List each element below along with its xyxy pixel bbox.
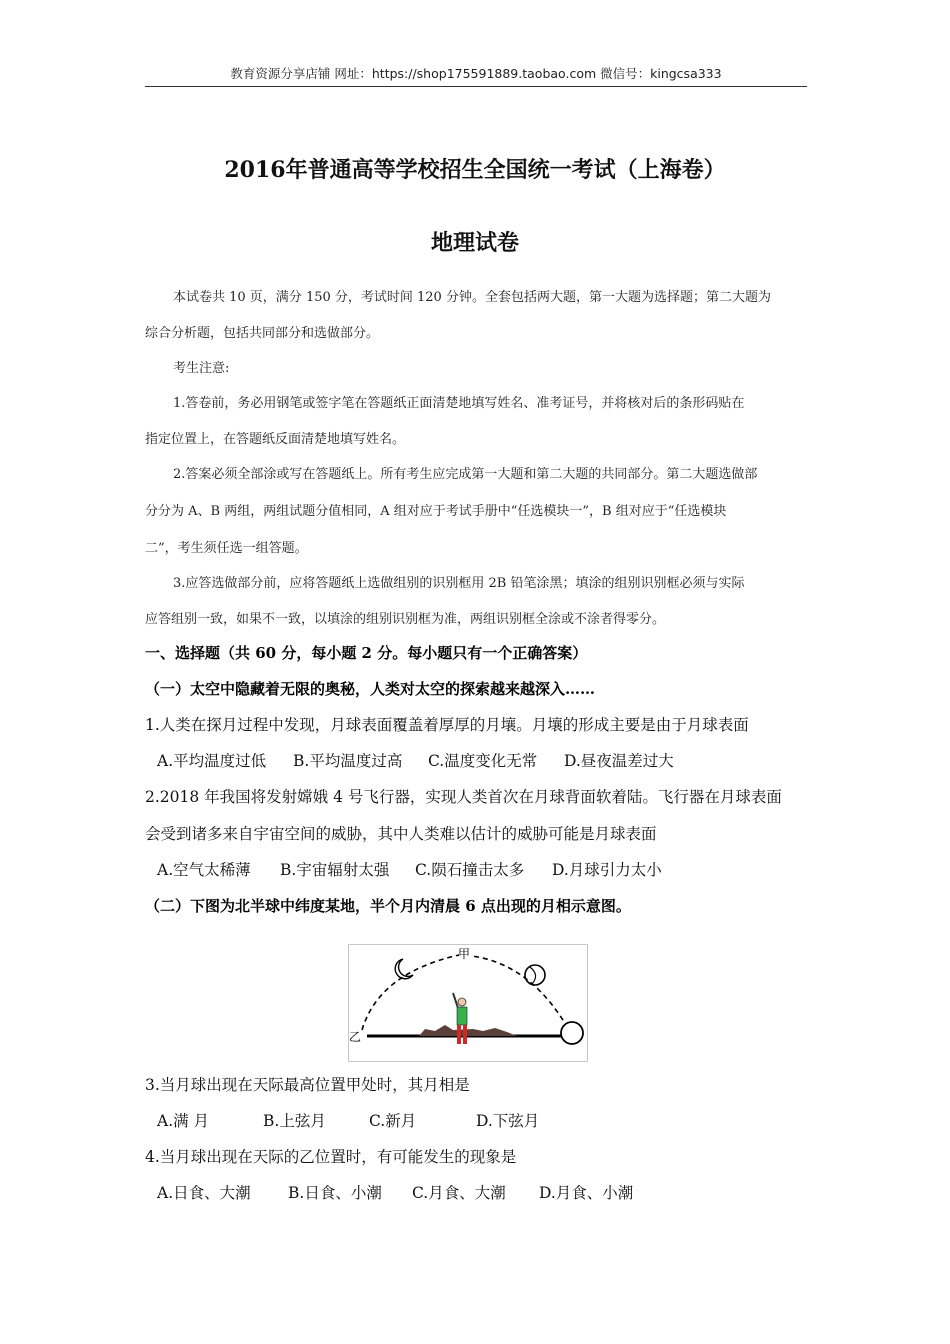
option-c: C.新月 — [369, 1112, 417, 1130]
section-heading: 一、选择题（共 60 分，每小题 2 分。每小题只有一个正确答案） — [145, 644, 588, 662]
option-d: D.昼夜温差过大 — [564, 752, 674, 770]
group-heading: （一）太空中隐藏着无限的奥秘，人类对太空的探索越来越深入…… — [145, 680, 596, 698]
notice-line: 指定位置上，在答题纸反面清楚地填写姓名。 — [145, 432, 406, 447]
ground-hills — [419, 1025, 517, 1036]
full-moon-icon — [561, 1022, 583, 1044]
option-c: C.陨石撞击太多 — [415, 861, 525, 879]
option-b: B.平均温度过高 — [293, 752, 403, 770]
option-b: B.日食、小潮 — [288, 1184, 382, 1202]
option-d: D.月球引力太小 — [552, 861, 662, 879]
notice-line: 3.应答选做部分前，应将答题纸上选做组别的识别框用 2B 铅笔涂黑；填涂的组别识别框必须与实际 — [173, 576, 745, 591]
moon-phase-figure — [348, 944, 588, 1062]
question-4-stem: 4.当月球出现在天际的乙位置时，有可能发生的现象是 — [145, 1148, 517, 1166]
moon-phase-diagram — [349, 945, 587, 1061]
option-a: A.满 月 — [157, 1112, 210, 1130]
option-d: D.下弦月 — [476, 1112, 540, 1130]
option-c: C.月食、大潮 — [412, 1184, 506, 1202]
question-1-options — [157, 749, 674, 771]
notice-heading: 考生注意: — [173, 361, 230, 376]
question-1-stem: 1.人类在探月过程中发现，月球表面覆盖着厚厚的月壤。月壤的形成主要是由于月球表面 — [145, 716, 749, 734]
option-d: D.月食、小潮 — [539, 1184, 634, 1202]
notice-line: 分分为 A、B 两组，两组试题分值相同，A 组对应于考试手册中“任选模块一”，B 组对应于“任选模块 — [145, 504, 727, 519]
question-3-options — [157, 1109, 539, 1131]
exam-subtitle: 地理试卷 — [430, 230, 519, 256]
label-yi: 乙 — [349, 1030, 362, 1044]
exam-title: 2016年普通高等学校招生全国统一考试（上海卷） — [224, 157, 726, 183]
moon-terminator — [530, 967, 536, 984]
question-4-options — [157, 1181, 633, 1203]
question-2-options — [157, 858, 662, 880]
crescent-moon-icon — [395, 959, 413, 979]
page-header: 教育资源分享店铺 网址：https://shop175591889.taobao.com 微信号：kingcsa333 — [145, 64, 807, 87]
group-heading: （二）下图为北半球中纬度某地，半个月内清晨 6 点出现的月相示意图。 — [145, 897, 631, 915]
option-a: A.平均温度过低 — [157, 752, 267, 770]
notice-line: 二”，考生须任选一组答题。 — [145, 541, 308, 556]
label-jia: 甲 — [458, 947, 471, 961]
option-a: A.空气太稀薄 — [157, 861, 251, 879]
option-b: B.宇宙辐射太强 — [280, 861, 390, 879]
question-2-stem: 会受到诸多来自宇宙空间的威胁，其中人类难以估计的威胁可能是月球表面 — [145, 825, 657, 843]
question-3-stem: 3.当月球出现在天际最高位置甲处时，其月相是 — [145, 1076, 470, 1094]
notice-line: 应答组别一致，如果不一致，以填涂的组别识别框为准，两组识别框全涂或不涂者得零分。 — [145, 612, 666, 627]
option-b: B.上弦月 — [263, 1112, 326, 1130]
intro-line: 综合分析题，包括共同部分和选做部分。 — [145, 326, 380, 341]
notice-line: 1.答卷前，务必用钢笔或签字笔在答题纸正面清楚地填写姓名、准考证号，并将核对后的条形码贴在 — [173, 396, 745, 411]
option-c: C.温度变化无常 — [428, 752, 538, 770]
option-a: A.日食、大潮 — [157, 1184, 251, 1202]
notice-line: 2.答案必须全部涂或写在答题纸上。所有考生应完成第一大题和第二大题的共同部分。第二大题选做部 — [173, 467, 758, 482]
question-2-stem: 2.2018 年我国将发射嫦娥 4 号飞行器，实现人类首次在月球背面软着陆。飞行器在月球表面 — [145, 788, 782, 806]
intro-line: 本试卷共 10 页，满分 150 分，考试时间 120 分钟。全套包括两大题，第一大题为选择题；第二大题为 — [173, 290, 771, 305]
